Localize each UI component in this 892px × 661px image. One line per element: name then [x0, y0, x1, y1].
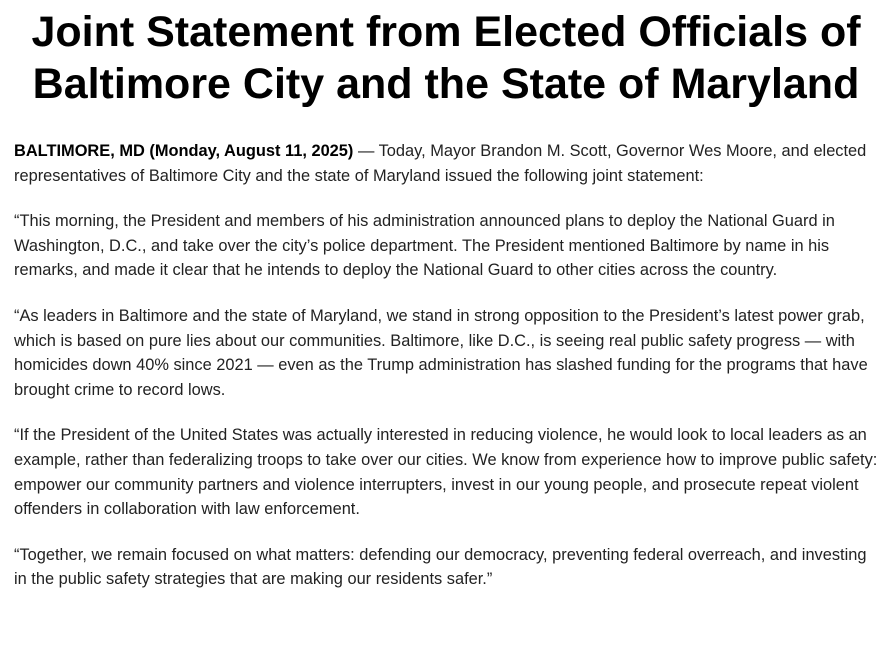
page-title — [14, 0, 878, 110]
title-line-2: Baltimore City and the State of Maryland — [32, 60, 860, 108]
title-line-1: Joint Statement from Elected Officials of — [31, 8, 861, 56]
intro-text: — Today, Mayor Brandon M. Scott, Governor Wes Moore, and elected representatives of Baltimore City and the state of Maryland issued the following joint statement: — [14, 142, 867, 185]
statement-paragraph-4: “Together, we remain focused on what matters: defending our democracy, preventing federal overreach, and investing in the public safety strategies that are making our residents safer.” — [14, 545, 867, 589]
statement-paragraph-1: “This morning, the President and members of his administration announced plans to deploy the National Guard in Washington, D.C., and take over the city’s police department. The President mentioned Baltimore by name in his remarks, and made it clear that he intends to deploy the National Guard to other cities across the country. — [14, 212, 835, 280]
statement-paragraph-3: “If the President of the United States was actually interested in reducing violence, he would look to local leaders as an example, rather than federalizing troops to take over our cities. We know from experience how to improve public safety: empower our community partners and violence interrupters, invest in our young people, and prosecute repeat violent offenders in collaboration with law enforcement. — [14, 426, 878, 519]
dateline: BALTIMORE, MD (Monday, August 11, 2025) — [14, 142, 354, 160]
statement-paragraph-2: “As leaders in Baltimore and the state of Maryland, we stand in strong opposition to the President’s latest power grab, which is based on pure lies about our communities. Baltimore, like D.C., is seeing real public safety progress — with homicides down 40% since 2021 — even as the Trump administration has slashed funding for the programs that have brought crime to record lows. — [14, 306, 868, 399]
article-body — [14, 139, 878, 592]
intro-paragraph — [14, 139, 878, 188]
